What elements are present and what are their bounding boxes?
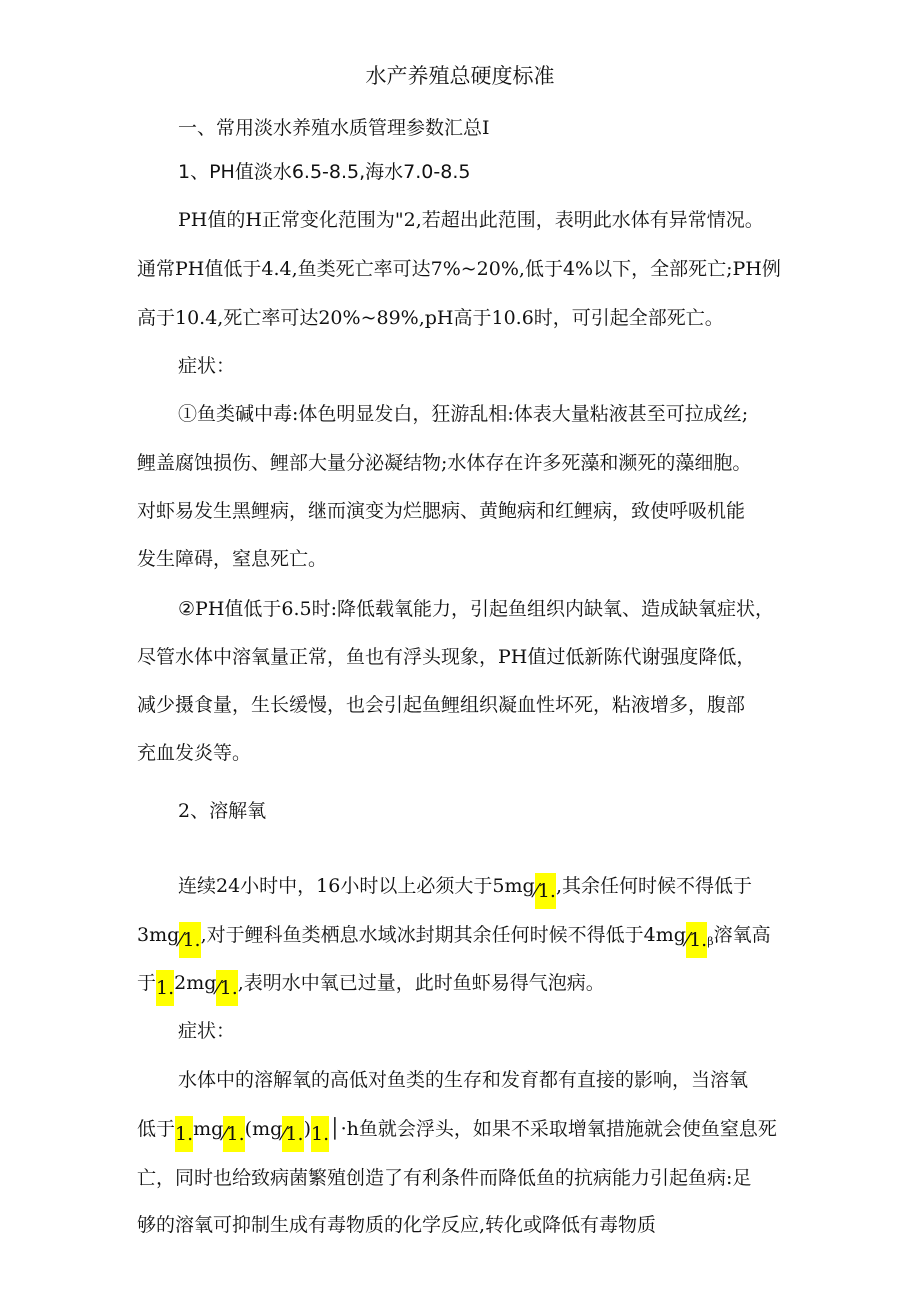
text-run: ,对于鲤科鱼类栖息水域冰封期其余任何时候不得低于4mg	[200, 924, 686, 946]
paragraph-line: 高于10.4,死亡率可达20%~89%,pH高于10.6时，可引起全部死亡。	[137, 307, 724, 329]
paragraph-line: ①鱼类碱中毒:体色明显发白，狂游乱相:体表大量粘液甚至可拉成丝;	[178, 403, 749, 425]
text-run: 于	[137, 972, 157, 994]
highlighted-number: 1.	[311, 1116, 329, 1152]
paragraph-line	[178, 873, 752, 909]
paragraph-line: 鲤盖腐蚀损伤、鲤部大量分泌凝结物;水体存在许多死藻和濒死的藻细胞。	[137, 452, 752, 474]
paragraph-line: 尽管水体中溶氧量正常，鱼也有浮头现象，PH值过低新陈代谢强度降低，	[137, 646, 756, 668]
highlighted-number: 1.	[175, 1116, 193, 1152]
paragraph-line: 减少摄食量，生长缓慢，也会引起鱼鲤组织凝血性坏死，粘液增多，腹部	[137, 694, 746, 716]
text-run: )	[303, 1118, 311, 1140]
text-run: (mg	[244, 1118, 283, 1140]
paragraph-line: 亡，同时也给致病菌繁殖创造了有利条件而降低鱼的抗病能力引起鱼病:足	[137, 1167, 752, 1189]
paragraph-line	[137, 922, 771, 958]
paragraph-line: 够的溶氧可抑制生成有毒物质的化学反应,转化或降低有毒物质	[137, 1214, 657, 1236]
highlighted-unit: ⁄1.	[535, 873, 556, 909]
text-run: ,表明水中氧已过量，此时鱼虾易得气泡病。	[237, 972, 605, 994]
page-title: 水产养殖总硬度标准	[365, 64, 555, 88]
highlighted-unit: ⁄1.	[686, 922, 707, 958]
text-run: 2mg	[174, 972, 217, 994]
text-run: ,其余任何时候不得低于	[555, 875, 752, 897]
highlighted-unit: ⁄1.	[216, 970, 237, 1006]
paragraph-line: 水体中的溶解氧的高低对鱼类的生存和发育都有直接的影响，当溶氧	[178, 1069, 749, 1091]
paragraph-line: 对虾易发生黑鲤病，继而演变为烂腮病、黄鲍病和红鲤病，致使呼吸机能	[137, 500, 746, 522]
highlighted-number: 1.	[156, 970, 174, 1006]
paragraph-line	[137, 970, 605, 1006]
symptoms-label: 症状：	[178, 1020, 236, 1042]
text-run: 连续24小时中，16小时以上必须大于5mg	[178, 875, 535, 897]
paragraph-line	[137, 1116, 777, 1152]
paragraph-line: 通常PH值低于4.4,鱼类死亡率可达7%~20%,低于4%以下，全部死亡;PH例	[137, 258, 781, 280]
ph-heading: 1、PH值淡水6.5-8.5,海水7.0-8.5	[178, 161, 471, 183]
highlighted-unit: ⁄1.	[179, 922, 200, 958]
paragraph-line: 发生障碍，窒息死亡。	[137, 548, 328, 570]
paragraph-line: ②PH值低于6.5时:降低载氧能力，引起鱼组织内缺氧、造成缺氧症状，	[178, 598, 775, 620]
text-run: 低于	[137, 1118, 176, 1140]
text-run: │·h鱼就会浮头，如果不采取增氧措施就会使鱼窒息死	[329, 1118, 777, 1140]
text-run: 溶氧高	[713, 924, 771, 946]
paragraph-line: PH值的H正常变化范围为"2,若超出此范围，表明此水体有异常情况。	[178, 209, 764, 231]
section-heading: 一、常用淡水养殖水质管理参数汇总I	[178, 117, 490, 139]
do-heading: 2、溶解氧	[178, 800, 267, 822]
highlighted-unit: ⁄1.	[282, 1116, 303, 1152]
subscript-mark: β	[707, 935, 714, 948]
highlighted-unit: ⁄1.	[223, 1116, 244, 1152]
symptoms-label: 症状：	[178, 355, 236, 377]
text-run: mg	[193, 1118, 224, 1140]
text-run: 3mg	[137, 924, 180, 946]
paragraph-line: 充血发炎等。	[137, 742, 252, 764]
